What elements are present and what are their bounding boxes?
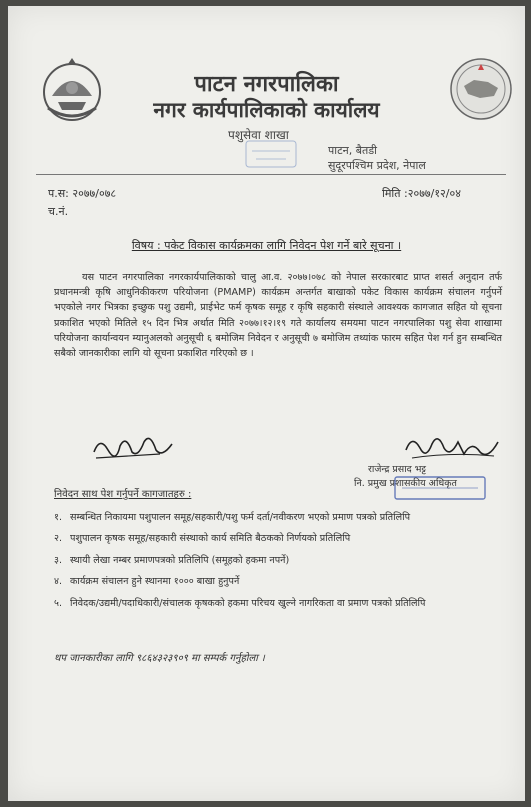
contact-line: थप जानकारीका लागि ९८६४३२३९०९ मा सम्पर्क गर्नुहोला । bbox=[54, 653, 265, 664]
notice-page bbox=[8, 6, 525, 801]
municipality-name: पाटन नगरपालिका bbox=[194, 72, 339, 97]
notice-body: यस पाटन नगरपालिका नगरकार्यपालिकाको चालु आ.व. २०७७।०७८ को नेपाल सरकारबाट प्राप्त शसर्त अनुदान तर्फ प्रधानमन्त्री कृषि आधुनिकीकरण परियोजना (PMAMP) कार्यक्रम अन्तर्गत बाखाको पकेट विकास कार्यक्रम संचालन गर्नुपर्ने भएकोले नगर भित्रका इच्छुक पशु उद्यमी, प्राईभेट फर्म कृषक समूह र कृषि सहकारी संस्थाले आवश्यक कागजात सहित यो सूचना प्रकाशित भएको मितिले १५ दिन भित्र अर्थात मिति २०७७।१२।१९ गते कार्यालय समयमा पाटन नगरपालिका पशु सेवा शाखामा परियोजना कार्यान्वयन म्यानुअलको अनुसूची ६ बमोजिम निवेदन र अनुसूची ७ बमोजिम तथ्यांक फारम सहित पेश गर्न हुन सम्बन्धित सबैको जानकारीका लागि यो सूचना प्रकाशित गरिएको छ । bbox=[54, 272, 502, 360]
subject-line bbox=[8, 238, 525, 253]
item-text: निवेदक/उद्यमी/पदाधिकारी/संचालक कृषकको हकमा परिचय खुल्ने नागरिकता वा प्रमाण पत्रको प्रतिलिपि bbox=[70, 597, 426, 609]
header-divider bbox=[36, 174, 506, 175]
dispatch-number: च.नं. bbox=[48, 205, 69, 218]
address-line-2: सुदूरपश्चिम प्रदेश, नेपाल bbox=[328, 159, 426, 172]
item-number: ४. bbox=[54, 576, 63, 588]
list-item bbox=[54, 531, 502, 546]
received-stamp-icon bbox=[244, 139, 298, 169]
item-text: स्थायी लेखा नम्बर प्रमाणपत्रको प्रतिलिपि (समूहको हकमा नपर्ने) bbox=[70, 554, 290, 566]
subject-text: विषय : पकेट विकास कार्यक्रमका लागि निवेदन पेश गर्ने बारे सूचना । bbox=[131, 239, 402, 252]
documents-heading: निवेदन साथ पेश गर्नुपर्ने कागजातहरु : bbox=[54, 489, 192, 500]
right-signature-icon bbox=[402, 430, 502, 464]
item-number: २. bbox=[54, 533, 63, 545]
item-text: पशुपालन कृषक समूह/सहकारी संस्थाको कार्य समिति बैठकको निर्णयको प्रतिलिपि bbox=[70, 533, 351, 545]
left-signature-icon bbox=[90, 430, 176, 464]
item-text: सम्बन्धित निकायमा पशुपालन समूह/सहकारी/पशु फर्म दर्ता/नवीकरण भएको प्रमाण पत्रको प्रतिलिपि bbox=[70, 512, 411, 523]
item-number: ५. bbox=[54, 597, 63, 609]
item-number: १. bbox=[54, 512, 63, 523]
item-number: ३. bbox=[54, 554, 63, 566]
signatory-title: नि. प्रमुख प्रशासकीय अधिकृत bbox=[354, 478, 457, 489]
list-item bbox=[54, 510, 502, 525]
letter-date: मिति :२०७७/१२/०४ bbox=[382, 187, 461, 200]
list-item bbox=[54, 596, 502, 611]
list-item bbox=[54, 574, 502, 589]
address-line-1: पाटन, बैतडी bbox=[328, 144, 378, 157]
office-name: नगर कार्यपालिकाको कार्यालय bbox=[153, 98, 380, 122]
list-item bbox=[54, 553, 502, 568]
item-text: कार्यक्रम संचालन हुने स्थानमा १००० बाखा हुनुपर्ने bbox=[70, 576, 240, 588]
signatory-name: राजेन्द्र प्रसाद भट्ट bbox=[368, 464, 427, 475]
section-name: पशुसेवा शाखा bbox=[228, 128, 289, 142]
documents-list bbox=[54, 510, 502, 617]
official-seal-icon bbox=[394, 476, 486, 500]
letter-number: प.स: २०७७/०७८ bbox=[48, 187, 117, 200]
